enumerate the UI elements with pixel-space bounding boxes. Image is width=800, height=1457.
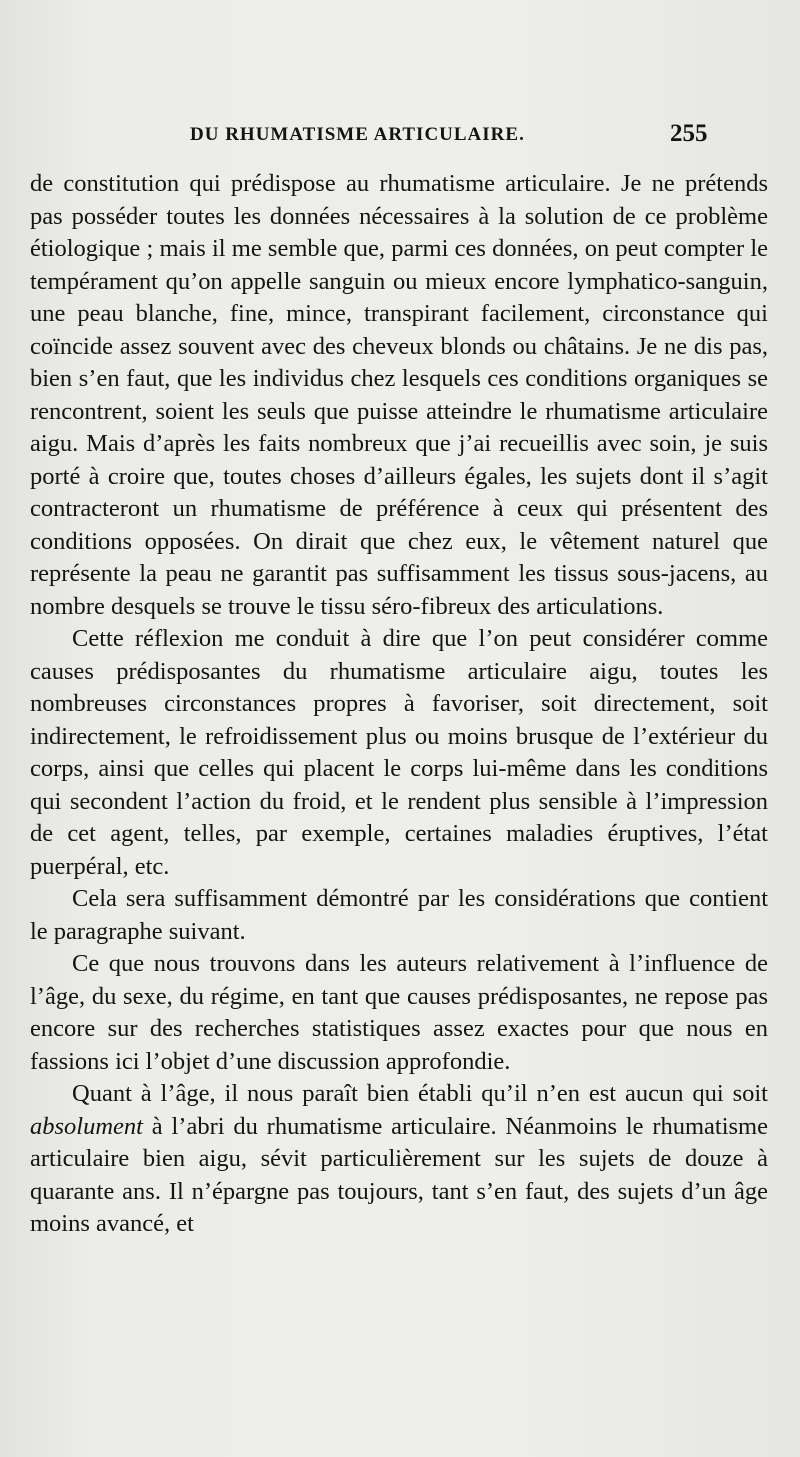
running-title: DU RHUMATISME ARTICULAIRE. [190,124,525,145]
paragraph-text-start: Quant à l’âge, il nous paraît bien établi qu’il n’en est aucun qui soit [72,1080,768,1107]
emphasized-word: absolument [30,1112,143,1140]
paragraph-last [30,1078,768,1241]
paragraph-continued: de constitution qui prédispose au rhumatisme articulaire. Je ne prétends pas posséder toutes les données nécessaires à la solution de ce problème étiologique ; mais il me semble que, parmi ces données, on peut compter le tempérament qu’on appelle sanguin ou mieux encore lymphatico-sanguin, une peau blanche, fine, mince, transpirant facilement, circonstance qui coïncide assez souvent avec des cheveux blonds ou châtains. Je ne dis pas, bien s’en faut, que les individus chez lesquels ces conditions organiques se rencontrent, soient les seuls que puisse atteindre le rhumatisme articulaire aigu. Mais d’après les faits nombreux que j’ai recueillis avec soin, je suis porté à croire que, toutes choses d’ailleurs égales, les sujets dont il s’agit contracteront un rhumatisme de préférence à ceux qui présentent des conditions opposées. On dirait que chez eux, le vêtement naturel que représente la peau ne garantit pas suffisamment les tissus sous-jacens, au nombre desquels se trouve le tissu séro-fibreux des articulations. [30,170,768,620]
paragraph: Ce que nous trouvons dans les auteurs relativement à l’influence de l’âge, du sexe, du régime, en tant que causes prédisposantes, ne repose pas encore sur des recherches statistiques assez exactes pour que nous en fassions ici l’objet d’une discussion approfondie. [30,950,768,1075]
paragraph-text-end: à l’abri du rhumatisme articulaire. Néanmoins le rhumatisme articulaire bien aigu, sévit particulièrement sur les sujets de douze à quarante ans. Il n’épargne pas toujours, tant s’en faut, des sujets d’un âge moins avancé, et [30,1112,768,1237]
page-number: 255 [670,120,708,147]
paragraph: Cette réflexion me conduit à dire que l’on peut considérer comme causes prédisposantes du rhumatisme articulaire aigu, toutes les nombreuses circonstances propres à favoriser, soit directement, soit indirectement, le refroidissement plus ou moins brusque de l’extérieur du corps, ainsi que celles qui placent le corps lui-même dans les conditions qui secondent l’action du froid, et le rendent plus sensible à l’impression de cet agent, telles, par exemple, certaines maladies éruptives, l’état puerpéral, etc. [30,625,768,880]
body-text [30,168,768,1241]
paragraph: Cela sera suffisamment démontré par les considérations que contient le paragraphe suivant. [30,885,768,945]
running-head [0,118,800,152]
